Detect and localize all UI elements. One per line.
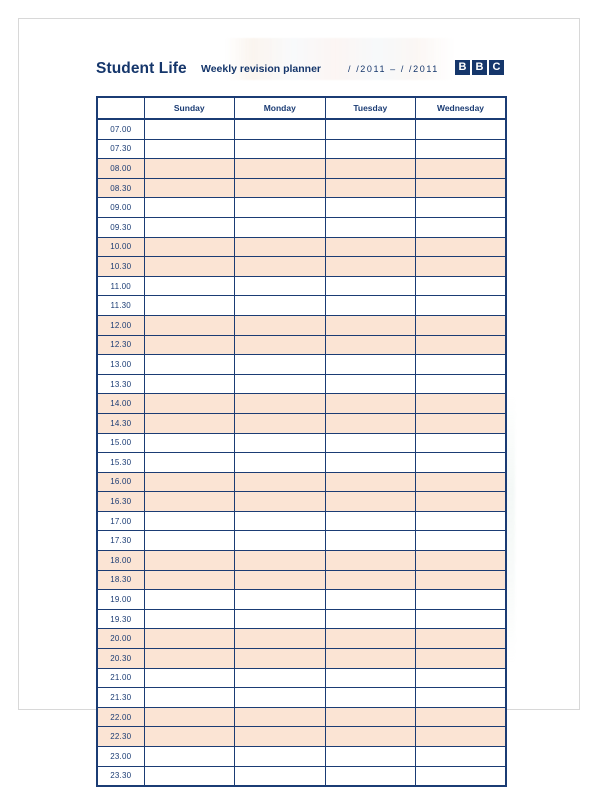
planner-cell[interactable] [416,707,507,727]
planner-cell[interactable] [144,433,235,453]
planner-cell[interactable] [325,394,416,414]
document-header [96,60,504,86]
table-row [97,413,506,433]
time-label: 08.00 [97,159,144,179]
planner-cell[interactable] [144,570,235,590]
planner-cell[interactable] [235,276,326,296]
table-row [97,139,506,159]
table-row [97,668,506,688]
planner-cell[interactable] [235,217,326,237]
time-label: 20.00 [97,629,144,649]
planner-cell[interactable] [416,159,507,179]
planner-cell[interactable] [325,237,416,257]
planner-cell[interactable] [144,159,235,179]
planner-cell[interactable] [416,590,507,610]
planner-cell[interactable] [235,551,326,571]
planner-cell[interactable] [325,649,416,669]
time-label: 10.00 [97,237,144,257]
planner-cell[interactable] [325,668,416,688]
table-row [97,335,506,355]
planner-cell[interactable] [144,668,235,688]
planner-cell[interactable] [416,296,507,316]
planner-cell[interactable] [325,355,416,375]
table-row [97,707,506,727]
planner-cell[interactable] [144,217,235,237]
bbc-logo-letter-2: B [472,60,487,75]
time-label: 09.30 [97,217,144,237]
planner-cell[interactable] [144,766,235,786]
time-label: 11.00 [97,276,144,296]
planner-cell[interactable] [416,453,507,473]
planner-cell[interactable] [325,335,416,355]
time-label: 21.30 [97,688,144,708]
weekly-planner-table [96,96,507,787]
time-label: 16.00 [97,472,144,492]
time-label: 08.30 [97,178,144,198]
planner-cell[interactable] [416,668,507,688]
column-header-time [97,97,144,119]
planner-cell[interactable] [235,315,326,335]
planner-cell[interactable] [416,472,507,492]
planner-cell[interactable] [325,453,416,473]
time-label: 22.30 [97,727,144,747]
planner-cell[interactable] [144,472,235,492]
planner-cell[interactable] [235,119,326,139]
planner-cell[interactable] [235,198,326,218]
planner-cell[interactable] [416,119,507,139]
bbc-logo-letter-3: C [489,60,504,75]
planner-cell[interactable] [416,198,507,218]
planner-cell[interactable] [325,119,416,139]
planner-cell[interactable] [325,688,416,708]
table-row [97,472,506,492]
planner-cell[interactable] [235,374,326,394]
planner-cell[interactable] [235,433,326,453]
table-row [97,511,506,531]
planner-cell[interactable] [235,511,326,531]
table-body [97,119,506,786]
planner-cell[interactable] [144,649,235,669]
planner-cell[interactable] [235,629,326,649]
planner-cell[interactable] [416,551,507,571]
planner-cell[interactable] [416,237,507,257]
table-row [97,315,506,335]
time-label: 20.30 [97,649,144,669]
table-row [97,217,506,237]
table-row [97,159,506,179]
planner-cell[interactable] [416,315,507,335]
column-header-monday: Monday [235,97,326,119]
planner-cell[interactable] [144,374,235,394]
time-label: 13.00 [97,355,144,375]
planner-cell[interactable] [144,629,235,649]
planner-cell[interactable] [325,609,416,629]
planner-cell[interactable] [325,492,416,512]
planner-cell[interactable] [144,198,235,218]
planner-cell[interactable] [325,629,416,649]
table-header-row [97,97,506,119]
planner-cell[interactable] [325,551,416,571]
time-label: 09.00 [97,198,144,218]
table-row [97,119,506,139]
table-row [97,492,506,512]
planner-cell[interactable] [235,296,326,316]
table-row [97,688,506,708]
planner-cell[interactable] [416,413,507,433]
planner-cell[interactable] [416,609,507,629]
table-row [97,766,506,786]
planner-cell[interactable] [416,688,507,708]
time-label: 12.00 [97,315,144,335]
planner-cell[interactable] [144,531,235,551]
planner-cell[interactable] [235,159,326,179]
planner-cell[interactable] [235,355,326,375]
planner-cell[interactable] [235,237,326,257]
time-label: 14.00 [97,394,144,414]
table-row [97,531,506,551]
table-row [97,629,506,649]
planner-cell[interactable] [416,276,507,296]
planner-cell[interactable] [144,296,235,316]
planner-cell[interactable] [144,747,235,767]
planner-cell[interactable] [235,688,326,708]
planner-cell[interactable] [235,413,326,433]
column-header-wednesday: Wednesday [416,97,507,119]
planner-cell[interactable] [416,335,507,355]
planner-cell[interactable] [235,609,326,629]
planner-cell[interactable] [325,217,416,237]
time-label: 23.30 [97,766,144,786]
planner-cell[interactable] [235,492,326,512]
planner-cell[interactable] [416,394,507,414]
planner-cell[interactable] [235,707,326,727]
planner-cell[interactable] [144,315,235,335]
planner-cell[interactable] [235,335,326,355]
planner-cell[interactable] [144,355,235,375]
planner-cell[interactable] [325,296,416,316]
planner-cell[interactable] [235,668,326,688]
planner-cell[interactable] [325,413,416,433]
planner-cell[interactable] [144,511,235,531]
planner-cell[interactable] [416,374,507,394]
planner-cell[interactable] [144,551,235,571]
planner-cell[interactable] [416,139,507,159]
planner-cell[interactable] [235,472,326,492]
planner-cell[interactable] [144,237,235,257]
planner-cell[interactable] [325,374,416,394]
time-label: 16.30 [97,492,144,512]
planner-cell[interactable] [325,198,416,218]
time-label: 19.30 [97,609,144,629]
time-label: 18.00 [97,551,144,571]
table-row [97,237,506,257]
planner-cell[interactable] [235,453,326,473]
time-label: 07.00 [97,119,144,139]
table-row [97,355,506,375]
planner-cell[interactable] [144,688,235,708]
planner-cell[interactable] [416,570,507,590]
planner-cell[interactable] [325,747,416,767]
bbc-logo-letter-1: B [455,60,470,75]
planner-cell[interactable] [144,119,235,139]
planner-cell[interactable] [325,139,416,159]
planner-cell[interactable] [325,433,416,453]
planner-cell[interactable] [144,707,235,727]
planner-cell[interactable] [235,766,326,786]
planner-cell[interactable] [144,139,235,159]
planner-cell[interactable] [325,276,416,296]
planner-cell[interactable] [144,590,235,610]
time-label: 18.30 [97,570,144,590]
time-label: 15.00 [97,433,144,453]
brand-title: Student Life [96,60,187,77]
planner-cell[interactable] [325,472,416,492]
column-header-tuesday: Tuesday [325,97,416,119]
planner-cell[interactable] [416,511,507,531]
time-label: 17.00 [97,511,144,531]
planner-cell[interactable] [235,649,326,669]
time-label: 11.30 [97,296,144,316]
table-row [97,198,506,218]
table-row [97,276,506,296]
planner-cell[interactable] [235,590,326,610]
planner-cell[interactable] [235,570,326,590]
table-row [97,394,506,414]
planner-cell[interactable] [416,492,507,512]
planner-cell[interactable] [325,178,416,198]
table-row [97,551,506,571]
planner-cell[interactable] [144,609,235,629]
time-label: 15.30 [97,453,144,473]
planner-cell[interactable] [144,276,235,296]
table-row [97,570,506,590]
planner-cell[interactable] [144,178,235,198]
planner-cell[interactable] [144,413,235,433]
planner-cell[interactable] [325,531,416,551]
planner-cell[interactable] [325,511,416,531]
time-label: 23.00 [97,747,144,767]
time-label: 13.30 [97,374,144,394]
planner-cell[interactable] [325,315,416,335]
table-row [97,178,506,198]
planner-cell[interactable] [235,531,326,551]
time-label: 07.30 [97,139,144,159]
planner-cell[interactable] [325,257,416,277]
planner-grid [96,96,505,787]
table-row [97,433,506,453]
planner-cell[interactable] [416,649,507,669]
table-row [97,590,506,610]
planner-cell[interactable] [325,590,416,610]
planner-cell[interactable] [416,257,507,277]
planner-cell[interactable] [416,355,507,375]
planner-cell[interactable] [144,394,235,414]
table-row [97,649,506,669]
planner-cell[interactable] [416,766,507,786]
planner-cell[interactable] [416,433,507,453]
planner-cell[interactable] [416,217,507,237]
table-row [97,747,506,767]
table-row [97,374,506,394]
date-range-field[interactable]: / /2011 – / /2011 [348,64,439,74]
planner-cell[interactable] [416,747,507,767]
bbc-logo [455,60,504,75]
table-row [97,296,506,316]
planner-cell[interactable] [235,178,326,198]
planner-cell[interactable] [144,492,235,512]
column-header-sunday: Sunday [144,97,235,119]
planner-cell[interactable] [235,394,326,414]
planner-cell[interactable] [144,453,235,473]
planner-cell[interactable] [325,707,416,727]
time-label: 17.30 [97,531,144,551]
table-row [97,453,506,473]
planner-cell[interactable] [416,531,507,551]
column-headers [97,97,506,119]
time-label: 19.00 [97,590,144,610]
planner-cell[interactable] [144,257,235,277]
time-label: 22.00 [97,707,144,727]
planner-cell[interactable] [325,159,416,179]
planner-cell[interactable] [235,257,326,277]
planner-cell[interactable] [144,335,235,355]
table-row [97,609,506,629]
planner-cell[interactable] [325,570,416,590]
planner-cell[interactable] [235,747,326,767]
planner-cell[interactable] [416,629,507,649]
time-label: 14.30 [97,413,144,433]
table-row [97,257,506,277]
planner-cell[interactable] [416,178,507,198]
time-label: 10.30 [97,257,144,277]
page-title: Weekly revision planner [201,63,322,75]
planner-cell[interactable] [235,139,326,159]
time-label: 12.30 [97,335,144,355]
planner-cell[interactable] [325,766,416,786]
time-label: 21.00 [97,668,144,688]
